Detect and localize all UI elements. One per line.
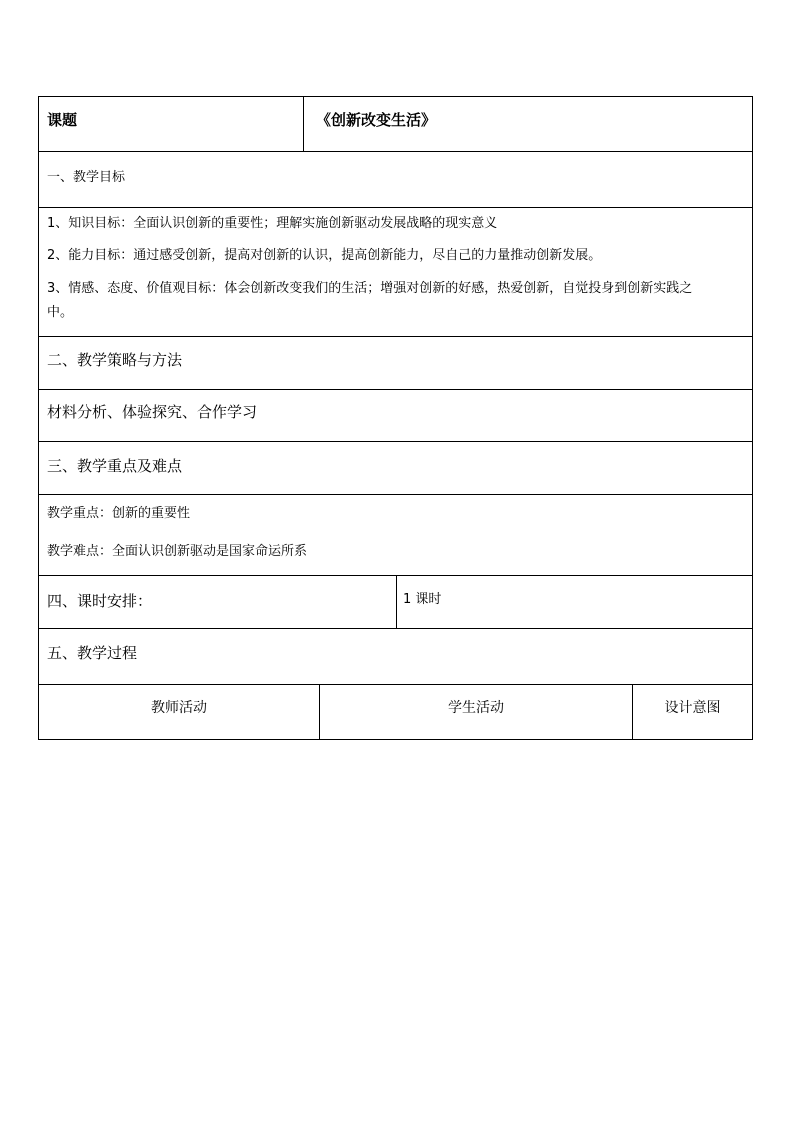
keypoints-content-row <box>38 495 753 576</box>
process-columns-row <box>38 685 753 740</box>
goal-emotion-cont: 中。 <box>47 305 74 320</box>
lesson-plan-table <box>38 96 753 740</box>
col-teacher-activity <box>39 685 319 739</box>
goals-content-row <box>38 208 753 337</box>
keypoints-heading: 三、教学重点及难点 <box>47 457 183 475</box>
teaching-focus: 教学重点：创新的重要性 <box>47 506 191 521</box>
goal-emotion: 3、情感、态度、价值观目标：体会创新改变我们的生活；增强对创新的好感，热爱创新，自觉投身到创新实践之 <box>47 281 693 296</box>
topic-value-cell <box>303 97 752 151</box>
topic-row <box>38 96 753 152</box>
strategy-heading-row <box>38 337 753 390</box>
schedule-label: 四、课时安排： <box>47 592 153 610</box>
topic-label: 课题 <box>47 111 78 129</box>
topic-value: 《创新改变生活》 <box>316 111 437 129</box>
schedule-value: 1 课时 <box>403 592 442 607</box>
col-teacher-activity-label: 教师活动 <box>151 700 207 716</box>
goals-heading: 一、教学目标 <box>47 170 126 185</box>
schedule-value-cell <box>396 576 752 628</box>
topic-label-cell <box>39 97 303 151</box>
teaching-difficulty: 教学难点：全面认识创新驱动是国家命运所系 <box>47 544 308 559</box>
col-student-activity-label: 学生活动 <box>448 700 504 716</box>
strategy-content: 材料分析、体验探究、合作学习 <box>47 403 258 421</box>
process-heading: 五、教学过程 <box>47 644 138 662</box>
keypoints-heading-row <box>38 442 753 495</box>
goal-knowledge: 1、知识目标：全面认识创新的重要性；理解实施创新驱动发展战略的现实意义 <box>47 216 498 231</box>
col-design-intent-label: 设计意图 <box>664 700 721 716</box>
schedule-row <box>38 576 753 629</box>
goals-heading-row <box>38 152 753 208</box>
col-student-activity <box>319 685 632 739</box>
schedule-label-cell <box>39 576 396 628</box>
strategy-heading: 二、教学策略与方法 <box>47 351 183 369</box>
goal-ability: 2、能力目标：通过感受创新，提高对创新的认识，提高创新能力，尽自己的力量推动创新发展。 <box>47 248 602 263</box>
col-design-intent <box>632 685 752 739</box>
strategy-content-row <box>38 390 753 442</box>
process-heading-row <box>38 629 753 685</box>
